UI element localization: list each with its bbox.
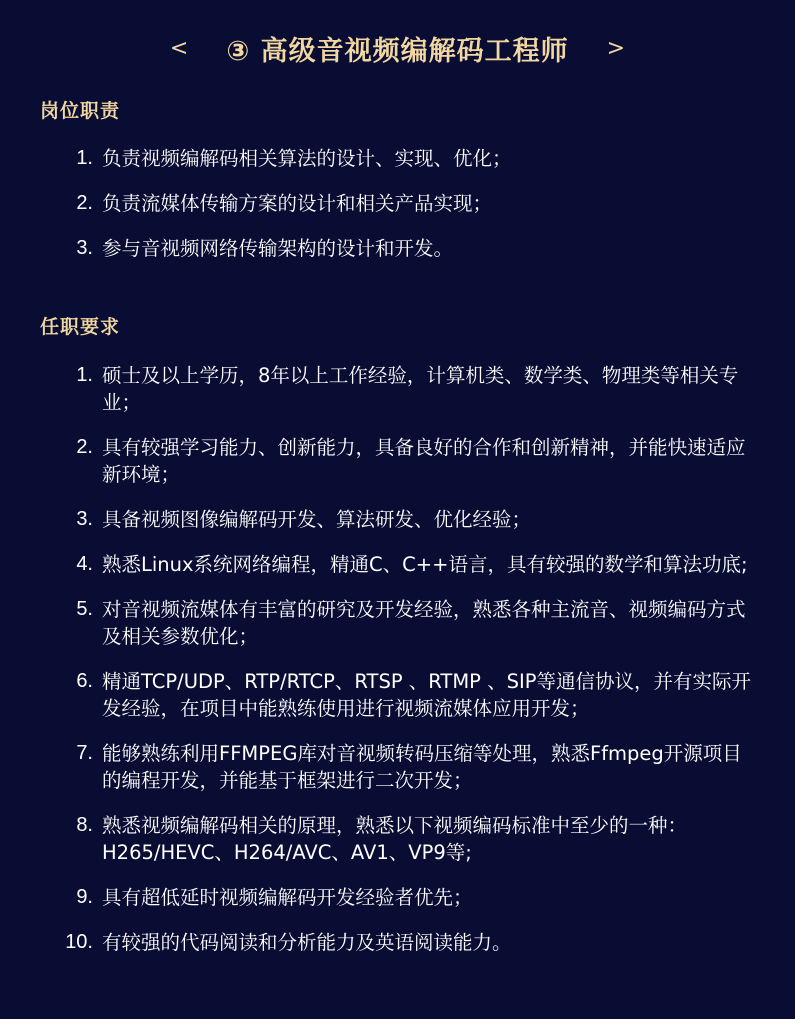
page-header xyxy=(0,28,795,68)
list-item xyxy=(0,145,795,172)
list-item xyxy=(0,740,795,794)
item-text: 负责流媒体传输方案的设计和相关产品实现； xyxy=(102,192,493,215)
item-text: 负责视频编解码相关算法的设计、实现、优化； xyxy=(102,147,512,170)
chevron-right-icon: > xyxy=(606,35,626,61)
item-text: 对音视频流媒体有丰富的研究及开发经验，熟悉各种主流音、视频编码方式及相关参数优化； xyxy=(102,598,746,648)
list-item xyxy=(0,506,795,533)
list-item xyxy=(0,812,795,866)
item-text: 具有较强学习能力、创新能力，具备良好的合作和创新精神，并能快速适应新环境； xyxy=(102,436,746,486)
item-number: 10. xyxy=(65,931,93,953)
list-item xyxy=(0,929,795,956)
item-text: 能够熟练利用FFMPEG库对音视频转码压缩等处理，熟悉Ffmpeg开源项目的编程开发，并能基于框架进行二次开发； xyxy=(102,742,742,792)
item-number: 6. xyxy=(76,670,93,692)
list-item xyxy=(0,551,795,578)
item-number: 5. xyxy=(76,598,93,620)
item-number: 2. xyxy=(76,436,93,458)
page-title: ③ 高级音视频编解码工程师 xyxy=(226,35,569,67)
list-item xyxy=(0,596,795,650)
chevron-left-icon: < xyxy=(169,35,189,61)
item-number: 1. xyxy=(76,364,93,386)
item-text: 参与音视频网络传输架构的设计和开发。 xyxy=(102,237,454,260)
item-number: 2. xyxy=(76,192,93,214)
item-number: 3. xyxy=(76,237,93,259)
list-item xyxy=(0,668,795,722)
item-text: 具有超低延时视频编解码开发经验者优先； xyxy=(102,886,473,909)
list-item xyxy=(0,362,795,416)
item-number: 4. xyxy=(76,553,93,575)
list-item xyxy=(0,884,795,911)
item-number: 3. xyxy=(76,508,93,530)
duties-list xyxy=(0,145,795,280)
list-item xyxy=(0,190,795,217)
item-text: 熟悉视频编解码相关的原理，熟悉以下视频编码标准中至少的一种：H265/HEVC、H264/AVC、AV1、VP9等; xyxy=(102,814,688,864)
list-item xyxy=(0,434,795,488)
item-text: 有较强的代码阅读和分析能力及英语阅读能力。 xyxy=(102,931,512,954)
item-number: 7. xyxy=(76,742,93,764)
duties-heading: 岗位职责 xyxy=(40,100,121,122)
requirements-heading: 任职要求 xyxy=(40,316,121,338)
list-item xyxy=(0,235,795,262)
item-text: 具备视频图像编解码开发、算法研发、优化经验； xyxy=(102,508,532,531)
item-number: 1. xyxy=(76,147,93,169)
item-number: 8. xyxy=(76,814,93,836)
item-text: 精通TCP/UDP、RTP/RTCP、RTSP 、RTMP 、SIP等通信协议，并有实际开发经验，在项目中能熟练使用进行视频流媒体应用开发； xyxy=(102,670,751,720)
item-text: 硕士及以上学历，8年以上工作经验，计算机类、数学类、物理类等相关专业； xyxy=(102,364,739,414)
item-text: 熟悉Linux系统网络编程，精通C、C++语言，具有较强的数学和算法功底; xyxy=(102,553,748,576)
item-number: 9. xyxy=(76,886,93,908)
requirements-list xyxy=(0,362,795,974)
